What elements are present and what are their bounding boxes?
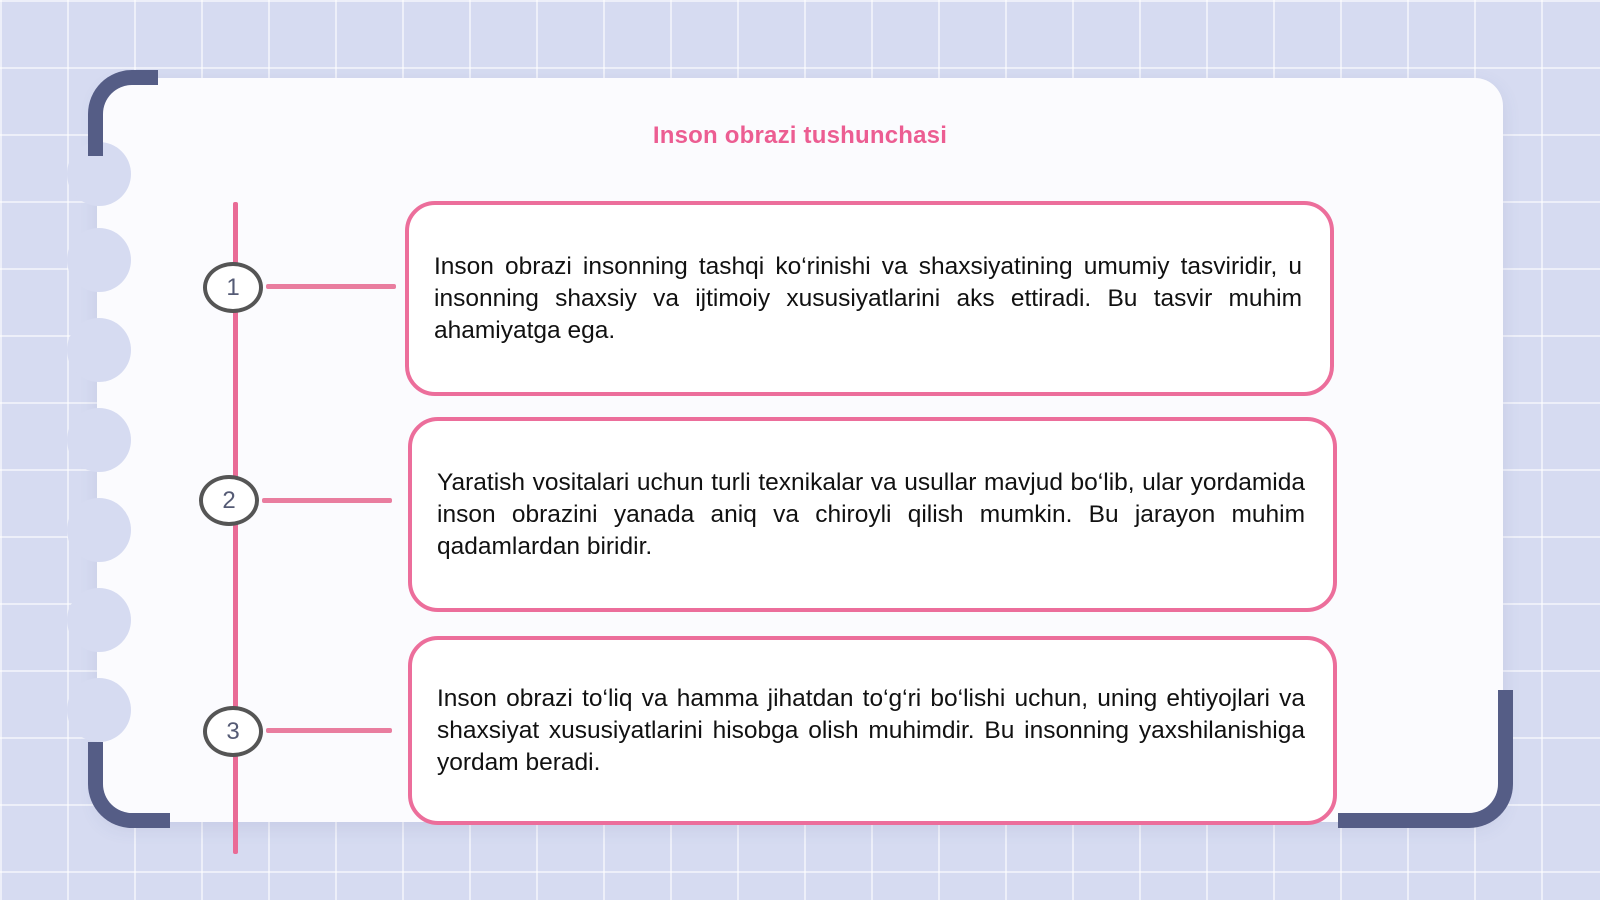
step-number: 3 — [226, 717, 240, 745]
step-connector — [266, 728, 392, 733]
step-card — [405, 201, 1334, 396]
paper-notch — [67, 498, 131, 562]
step-connector — [262, 498, 392, 503]
corner-bracket-bottom-right — [1338, 690, 1513, 828]
step-number: 2 — [222, 486, 236, 514]
step-card — [408, 636, 1337, 825]
step-number: 1 — [226, 273, 240, 301]
step-text: Yaratish vositalari uchun turli texnikalar va usullar mavjud bo‘lib, ular yordamida inson obrazini yanada aniq va chiroyli qilish mumkin. Bu jarayon muhim qadamlardan biridir. — [437, 468, 1305, 560]
step-card — [408, 417, 1337, 612]
step-number-circle — [199, 475, 259, 526]
paper-notch — [67, 228, 131, 292]
corner-bracket-bottom-left — [88, 742, 170, 828]
paper-notch — [67, 318, 131, 382]
step-connector — [266, 284, 396, 289]
paper-notch — [67, 588, 131, 652]
slide-title: Inson obrazi tushunchasi — [652, 122, 948, 149]
paper-notch — [67, 408, 131, 472]
step-text: Inson obrazi to‘liq va hamma jihatdan to‘g‘ri bo‘lishi uchun, uning ehtiyojlari va shaxsiyat xususiyatlarini hisobga olish muhimdir. Bu insonning yaxshilanishiga yordam beradi. — [437, 684, 1305, 776]
paper-notch — [67, 678, 131, 742]
step-number-circle — [203, 262, 263, 313]
step-text: Inson obrazi insonning tashqi ko‘rinishi va shaxsiyatining umumiy tasviridir, u insonning shaxsiy va ijtimoiy xususiyatlarini aks ettiradi. Bu tasvir muhim ahamiyatga ega. — [434, 252, 1302, 344]
step-number-circle — [203, 706, 263, 757]
